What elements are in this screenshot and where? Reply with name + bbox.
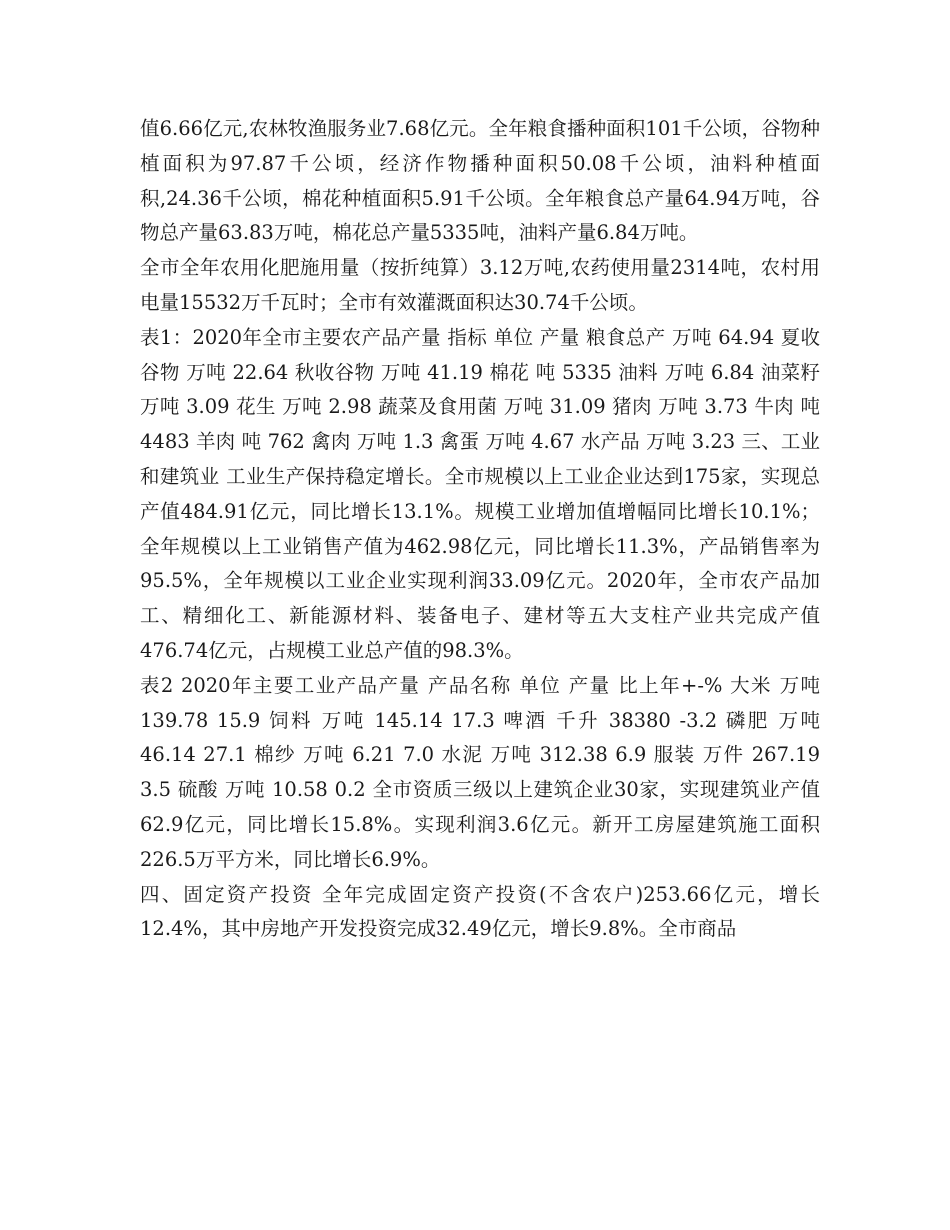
paragraph-table1-industry: 表1：2020年全市主要农产品产量 指标 单位 产量 粮食总产 万吨 64.94 夏收谷物 万吨 22.64 秋收谷物 万吨 41.19 棉花 吨 5335 油料 万吨 6.84 油菜籽 万吨 3.09 花生 万吨 2.98 蔬菜及食用菌 万吨 31.09 猪肉 万吨 3.73 牛肉 吨 4483 羊肉 吨 762 禽肉 万吨 1.3 禽蛋 万吨 4.67 水产品 万吨 3.23 三、工业和建筑业 工业生产保持稳定增长。全市规模以上工业企业达到175家，实现总产值484.91亿元，同比增长13.1%。规模工业增加值增幅同比增长10.1%； 全年规模以上工业销售产值为462.98亿元，同比增长11.3%，产品销售率为95.5%，全年规模以工业企业实现利润33.09亿元。2020年，全市农产品加工、精细化工、新能源材料、装备电子、建材等五大支柱产业共完成产值476.74亿元，占规模工业总产值的98.3%。 [140,325,820,662]
paragraph-agriculture-output: 值6.66亿元,农林牧渔服务业7.68亿元。全年粮食播种面积101千公顷，谷物种植面积为97.87千公顷，经济作物播种面积50.08千公顷，油料种植面积,24.36千公顷，棉花种植面积5.91千公顷。全年粮食总产量64.94万吨，谷物总产量63.83万吨，棉花总产量5335吨，油料产量6.84万吨。 [140,117,820,245]
paragraph-fixed-asset-investment: 四、固定资产投资 全年完成固定资产投资(不含农户)253.66亿元，增长12.4%，其中房地产开发投资完成32.49亿元，增长9.8%。全市商品 [140,882,820,941]
paragraph-fertilizer-usage: 全市全年农用化肥施用量（按折纯算）3.12万吨,农药使用量2314吨，农村用电量15532万千瓦时；全市有效灌溉面积达30.74千公顷。 [140,256,820,314]
document-body [140,112,820,947]
paragraph-table2-construction: 表2 2020年主要工业产品产量 产品名称 单位 产量 比上年+-% 大米 万吨 139.78 15.9 饲料 万吨 145.14 17.3 啤酒 千升 38380 -3.2 磷肥 万吨 46.14 27.1 棉纱 万吨 6.21 7.0 水泥 万吨 312.38 6.9 服装 万件 267.19 3.5 硫酸 万吨 10.58 0.2 全市资质三级以上建筑企业30家，实现建筑业产值62.9亿元，同比增长15.8%。实现利润3.6亿元。新开工房屋建筑施工面积226.5万平方米，同比增长6.9%。 [140,673,820,871]
